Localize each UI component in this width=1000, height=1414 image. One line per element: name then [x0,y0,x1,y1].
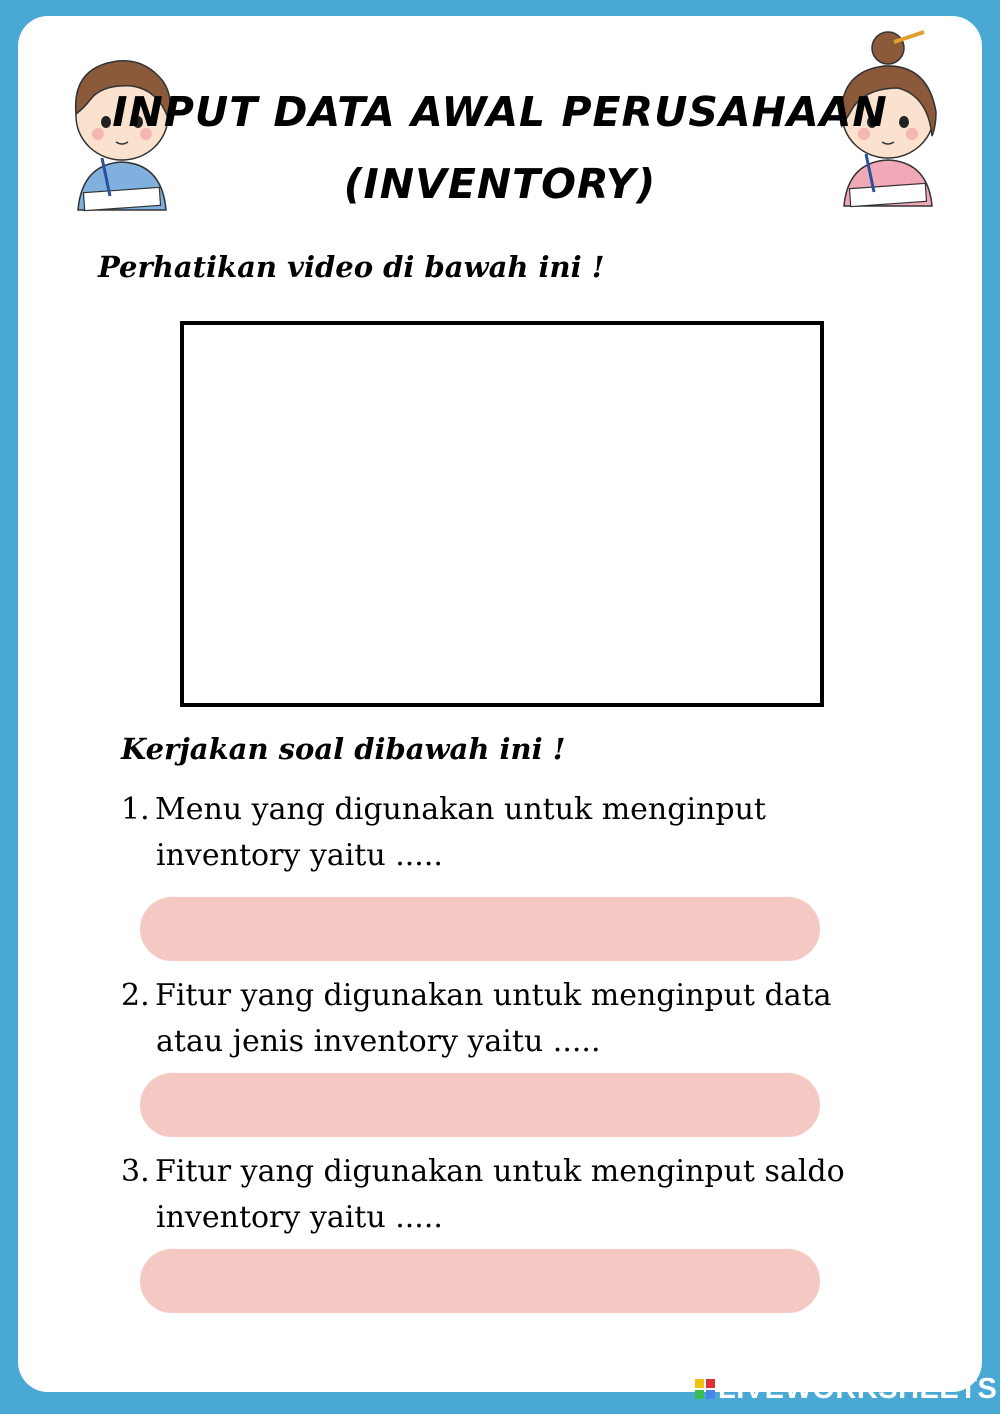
question-text: Menu yang digunakan untuk menginput [155,792,766,827]
question-number: 1. [121,792,150,827]
liveworksheets-brand [694,1372,997,1406]
liveworksheets-logo-icon [694,1378,716,1400]
question-number: 2. [121,978,150,1013]
worksheet-title-line2: (INVENTORY) [343,160,657,208]
question-text-continuation: inventory yaitu ..... [156,838,443,873]
question-number: 3. [121,1154,150,1189]
question-1 [121,787,861,879]
video-placeholder[interactable] [180,321,824,707]
brand-text: LIVEWORKSHEETS [718,1372,998,1405]
answer-input-1[interactable] [140,897,820,961]
question-text-continuation: inventory yaitu ..... [156,1200,443,1235]
question-text: Fitur yang digunakan untuk menginput saldo [155,1154,845,1189]
worksheet-title-line1: INPUT DATA AWAL PERUSAHAAN [112,88,888,136]
video-instruction: Perhatikan video di bawah ini ! [98,250,605,284]
answer-input-3[interactable] [140,1249,820,1313]
question-text: Fitur yang digunakan untuk menginput data [155,978,832,1013]
answer-input-2[interactable] [140,1073,820,1137]
question-2 [121,973,861,1065]
task-instruction: Kerjakan soal dibawah ini ! [121,732,566,766]
question-3 [121,1149,861,1241]
question-text-continuation: atau jenis inventory yaitu ..... [156,1024,601,1059]
